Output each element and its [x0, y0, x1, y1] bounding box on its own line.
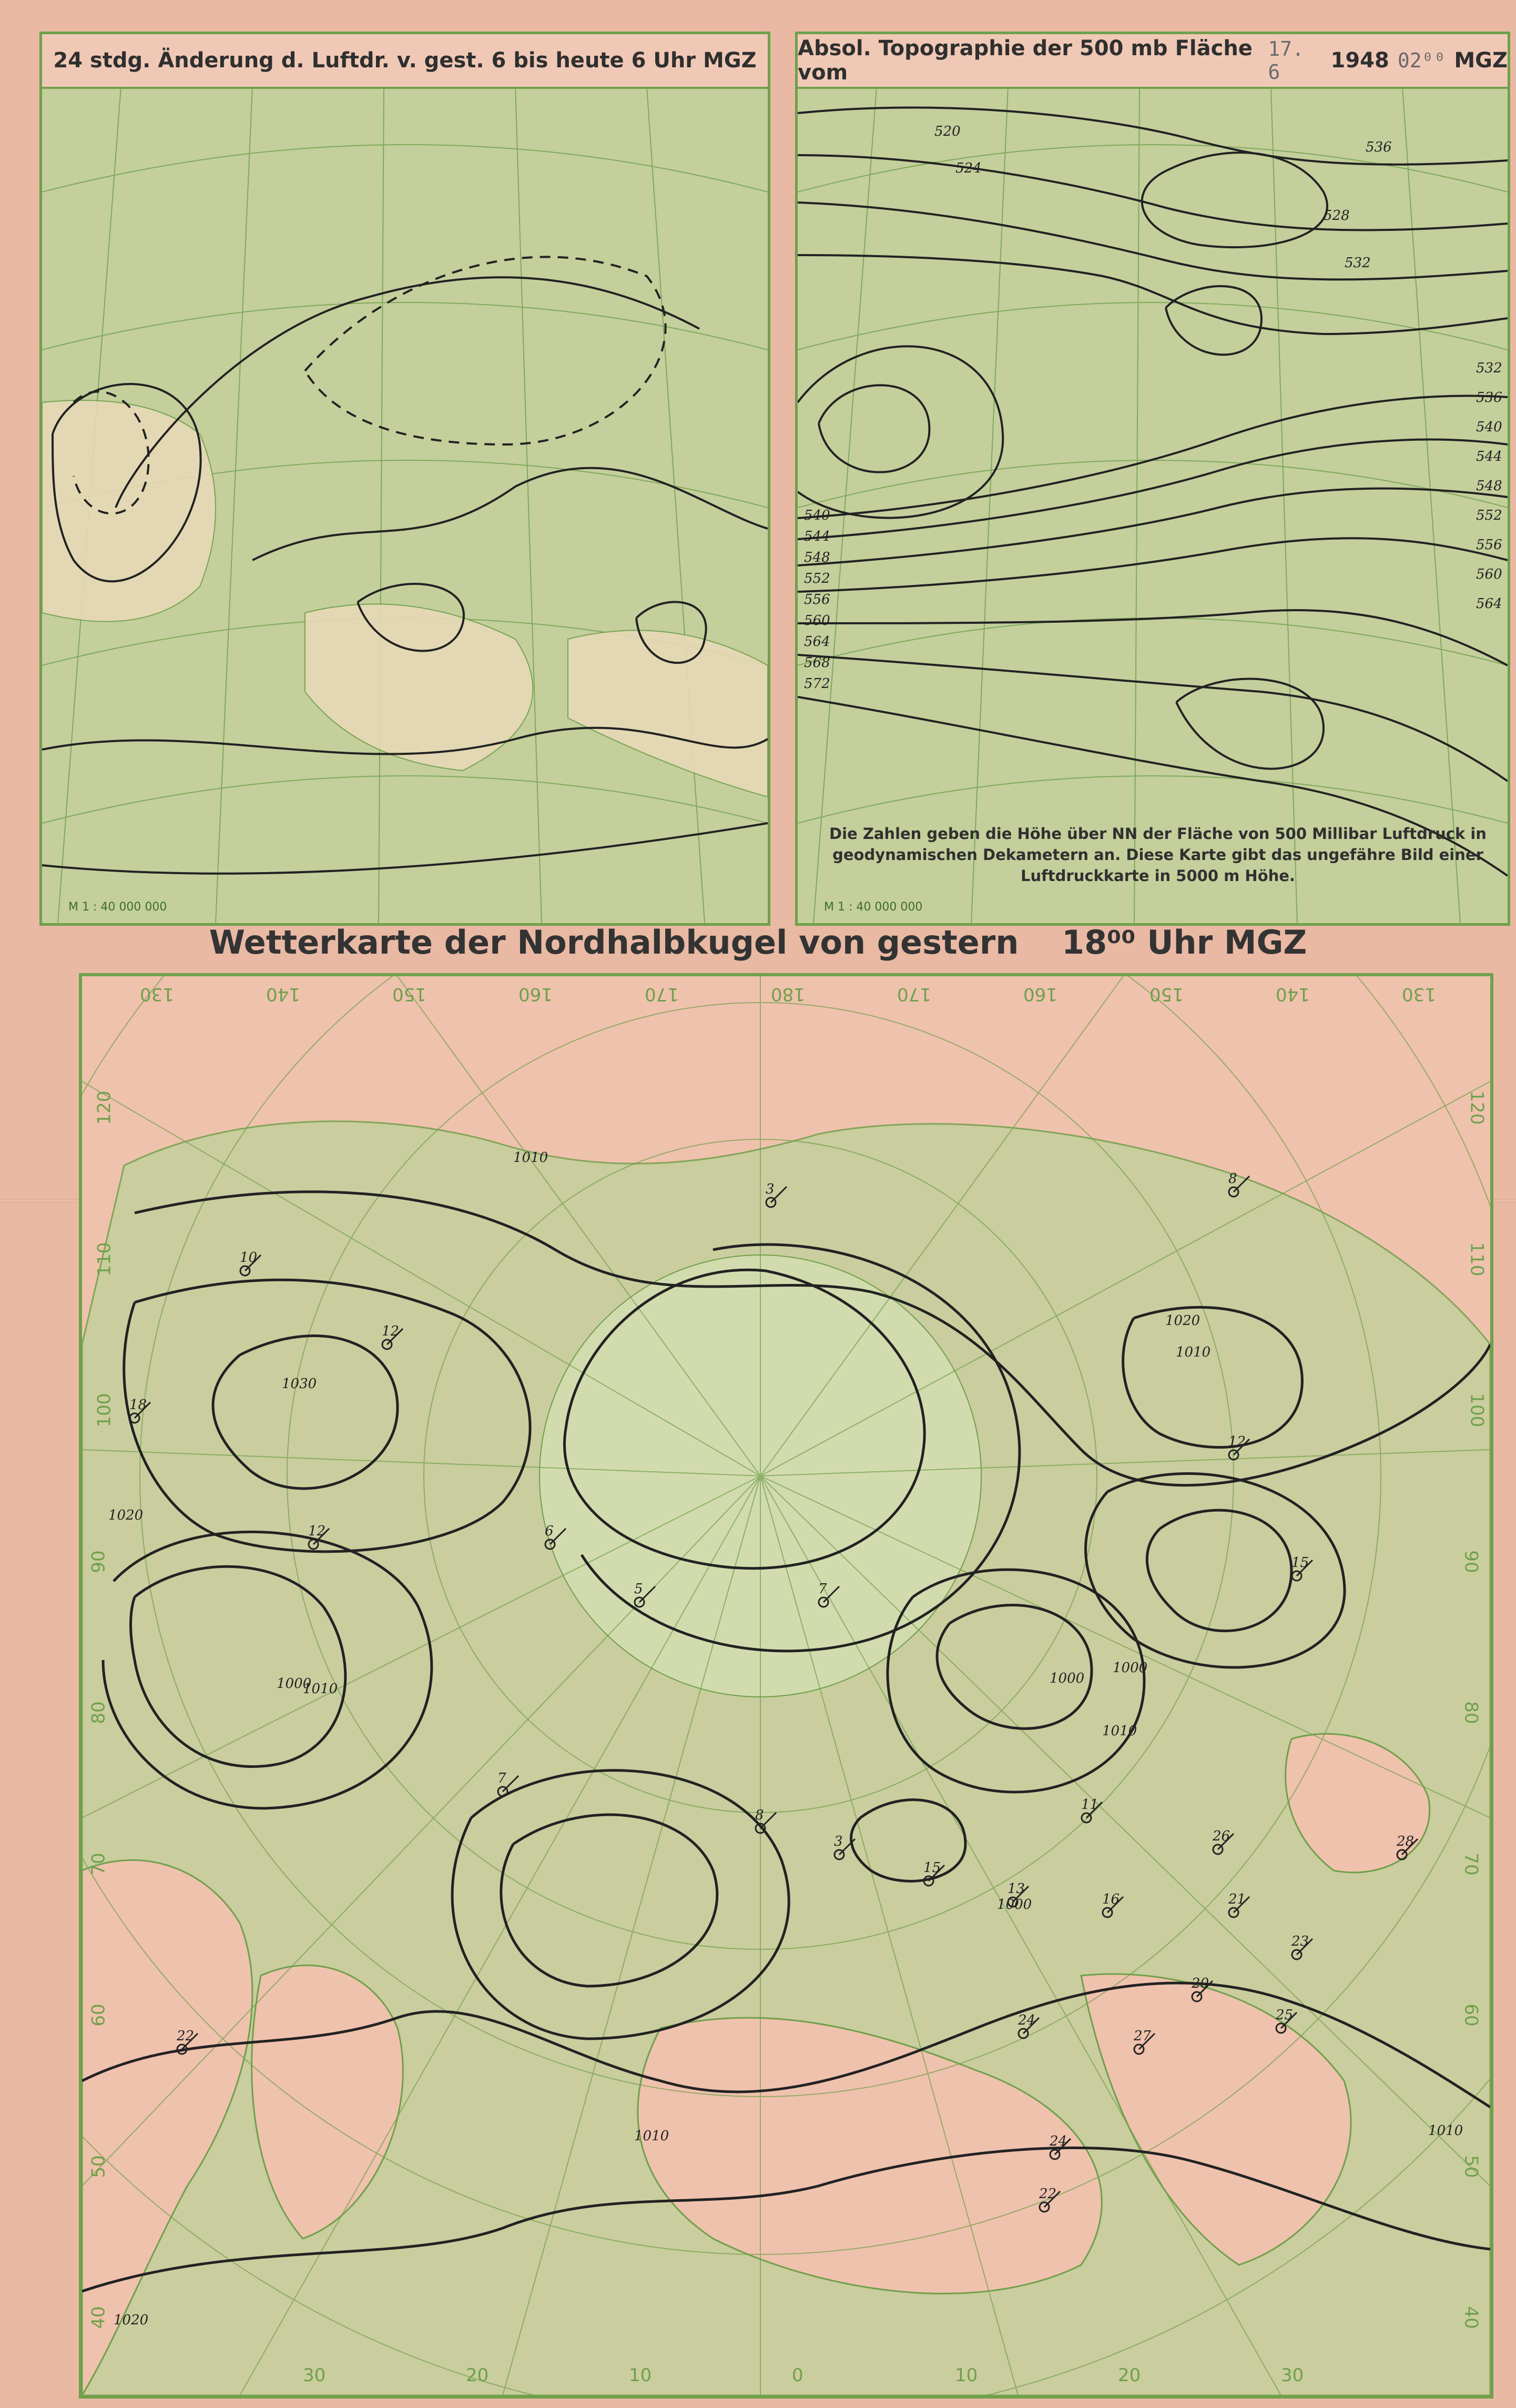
longitude-tick-top: 150 [1149, 984, 1184, 1005]
isobar-label: 1020 [1165, 1313, 1200, 1329]
station-temperature: 15 [923, 1860, 941, 1876]
isobar-label: 1000 [1050, 1671, 1085, 1686]
topography-contour-label: 556 [1476, 537, 1502, 553]
longitude-tick-top: 170 [645, 984, 679, 1005]
station-temperature: 12 [308, 1523, 326, 1539]
longitude-tick-left: 120 [94, 1090, 115, 1125]
longitude-tick-bottom: 30 [303, 2365, 326, 2386]
isobar-label: 1010 [1102, 1723, 1137, 1739]
longitude-tick-top: 140 [266, 984, 300, 1005]
topography-contour-label: 564 [804, 634, 830, 650]
pressure-change-title: 24 stdg. Änderung d. Luftdr. v. gest. 6 bis heute 6 Uhr MGZ [42, 34, 768, 89]
longitude-tick-left: 40 [88, 2306, 109, 2329]
topography-contour-label: 520 [934, 124, 961, 139]
station-temperature: 16 [1102, 1891, 1120, 1907]
topography-contour-label: 556 [804, 592, 830, 608]
longitude-tick-left: 50 [88, 2154, 109, 2178]
station-temperature: 24 [1050, 2133, 1067, 2149]
pressure-change-map [42, 34, 768, 923]
longitude-tick-bottom: 10 [629, 2365, 652, 2386]
topography-contour-label: 524 [955, 160, 982, 176]
topography-contour-label: 532 [1345, 255, 1371, 271]
station-temperature: 28 [1397, 1834, 1415, 1849]
topography-date-stamp: 17. 6 [1268, 37, 1304, 84]
isobar-label: 1020 [108, 1507, 144, 1523]
longitude-tick-top: 130 [1402, 984, 1436, 1005]
topography-panel [795, 32, 1510, 926]
station-temperature: 11 [1081, 1797, 1099, 1813]
topography-time-stamp: 02⁰⁰ [1397, 49, 1446, 72]
topography-contour-label: 528 [1324, 208, 1350, 224]
pressure-change-panel [39, 32, 770, 926]
topography-contour-label: 560 [804, 613, 830, 629]
station-temperature: 22 [177, 2028, 195, 2044]
isobar-label: 1000 [997, 1897, 1032, 1913]
station-temperature: 20 [1192, 1976, 1209, 1991]
station-temperature: 23 [1291, 1934, 1309, 1949]
topography-title: Absol. Topographie der 500 mb Fläche vom 17. 6 1948 02⁰⁰ MGZ [798, 34, 1508, 89]
topography-scale: M 1 : 40 000 000 [824, 901, 923, 914]
pressure-change-scale: M 1 : 40 000 000 [68, 901, 167, 914]
longitude-tick-top: 160 [1023, 984, 1057, 1005]
topography-contour-label: 568 [804, 655, 830, 671]
topography-contour-label: 532 [1476, 360, 1502, 376]
longitude-tick-bottom: 20 [466, 2365, 489, 2386]
station-temperature: 25 [1276, 2007, 1294, 2023]
isobar-label: 1010 [1428, 2123, 1463, 2139]
topography-contour-label: 536 [1476, 390, 1502, 406]
longitude-tick-top: 140 [1276, 984, 1310, 1005]
station-temperature: 12 [382, 1323, 400, 1339]
longitude-tick-right: 70 [1460, 1852, 1482, 1876]
topography-contour-label: 540 [804, 508, 830, 523]
longitude-tick-top: 180 [771, 984, 805, 1005]
station-temperature: 6 [545, 1523, 554, 1539]
longitude-tick-bottom: 10 [955, 2365, 978, 2386]
topography-contour-label: 564 [1476, 596, 1502, 612]
station-temperature: 3 [766, 1181, 775, 1197]
northern-hemisphere-map [79, 973, 1493, 2399]
topography-year: 1948 [1330, 48, 1389, 73]
station-temperature: 10 [240, 1250, 258, 1266]
longitude-tick-top: 170 [897, 984, 931, 1005]
station-temperature: 12 [1228, 1434, 1246, 1450]
isobar-label: 1010 [303, 1681, 338, 1697]
station-temperature: 5 [634, 1581, 643, 1597]
longitude-tick-right: 40 [1460, 2306, 1482, 2329]
main-map-time: 18⁰⁰ Uhr MGZ [1062, 923, 1307, 962]
longitude-tick-right: 120 [1466, 1090, 1488, 1125]
topography-note: Die Zahlen geben die Höhe über NN der Fläche von 500 Millibar Luftdruck in geodynamischen Dekametern an. Diese Karte gibt das ungefähre Bild einer Luftdruckkarte in 5000 m Höhe. [829, 825, 1487, 885]
station-temperature: 7 [497, 1770, 506, 1786]
topography-contour-label: 548 [1476, 478, 1502, 494]
longitude-tick-right: 110 [1466, 1242, 1488, 1276]
isobar-label: 1000 [277, 1676, 312, 1692]
main-map-title: Wetterkarte der Nordhalbkugel von gestern 18⁰⁰ Uhr MGZ [209, 923, 1307, 962]
longitude-tick-left: 80 [88, 1701, 109, 1724]
topography-contour-label: 560 [1476, 566, 1502, 582]
longitude-tick-right: 100 [1466, 1393, 1488, 1428]
topography-contour-label: 552 [804, 571, 830, 586]
isobar-label: 1000 [1113, 1660, 1148, 1676]
isobar-label: 1010 [634, 2128, 669, 2144]
topography-contour-label: 540 [1476, 419, 1502, 435]
topography-contour-label: 548 [804, 550, 830, 565]
longitude-tick-left: 110 [94, 1242, 115, 1276]
station-temperature: 22 [1039, 2186, 1057, 2202]
longitude-tick-right: 80 [1460, 1701, 1482, 1724]
topography-contour-label: 536 [1366, 139, 1392, 155]
topography-contour-label: 544 [804, 529, 830, 544]
station-temperature: 8 [1228, 1171, 1237, 1187]
longitude-tick-right: 60 [1460, 2004, 1482, 2027]
topography-tz: MGZ [1454, 48, 1508, 73]
longitude-tick-left: 60 [88, 2004, 109, 2027]
longitude-tick-left: 70 [88, 1852, 109, 1876]
longitude-tick-left: 90 [88, 1550, 109, 1573]
station-temperature: 26 [1213, 1828, 1230, 1844]
isobar-label: 1010 [1176, 1344, 1211, 1360]
station-temperature: 21 [1228, 1891, 1246, 1907]
station-temperature: 24 [1018, 2012, 1036, 2028]
longitude-tick-bottom: 0 [792, 2365, 803, 2386]
station-temperature: 18 [129, 1397, 147, 1413]
longitude-tick-top: 150 [392, 984, 426, 1005]
topography-contour-label: 572 [804, 676, 830, 692]
station-temperature: 15 [1291, 1555, 1309, 1571]
isobar-label: 1010 [513, 1150, 548, 1166]
station-temperature: 8 [755, 1807, 764, 1823]
longitude-tick-top: 160 [518, 984, 553, 1005]
longitude-tick-top: 130 [140, 984, 174, 1005]
station-temperature: 27 [1134, 2028, 1152, 2044]
topography-contour-label: 552 [1476, 508, 1502, 523]
isobar-label: 1020 [114, 2312, 149, 2328]
longitude-tick-right: 90 [1460, 1550, 1482, 1573]
longitude-tick-left: 100 [94, 1393, 115, 1428]
isobar-label: 1030 [282, 1376, 317, 1392]
station-temperature: 13 [1008, 1881, 1025, 1897]
topography-map [798, 34, 1508, 923]
station-temperature: 7 [818, 1581, 827, 1597]
topography-contour-label: 544 [1476, 449, 1502, 464]
longitude-tick-bottom: 30 [1281, 2365, 1304, 2386]
longitude-tick-bottom: 20 [1118, 2365, 1141, 2386]
station-temperature: 3 [834, 1834, 843, 1849]
longitude-tick-right: 50 [1460, 2154, 1482, 2178]
